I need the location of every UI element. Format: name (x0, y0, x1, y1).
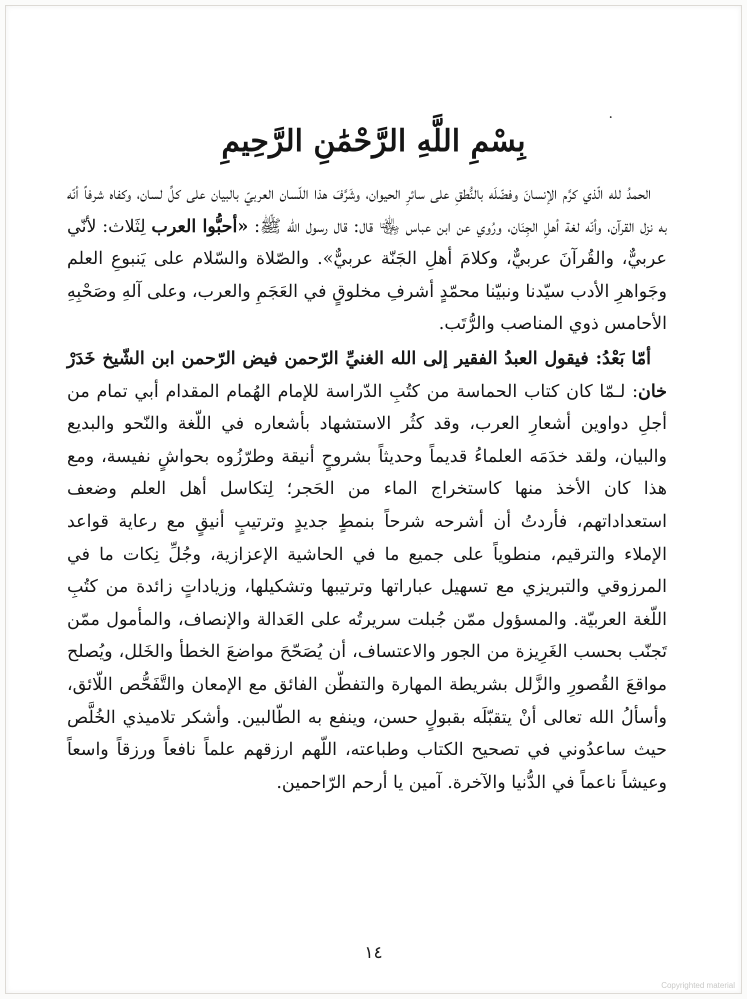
copyright-watermark: Copyrighted material (661, 981, 735, 990)
intro-paragraph-opening: الحمدُ لله الّذي كرَّم الإنسانَ وفضّلَه بالنُّطقِ على سائرِ الحيوان، وشَرَّفَ هذا اللّسان العربيّ بالبيان على كلِّ لسان، وكفاه شرفاً أنّه به نزل القرآن، وأنّه لغة أهلِ الجِنَان، ورُوي عن ابن عباس ﵄ قال: قال رسول الله ﷺ: (67, 184, 667, 237)
basmala-calligraphy: بِسْمِ اللَّهِ الرَّحْمَٰنِ الرَّحِيمِ (221, 124, 526, 159)
amma-baad-lead-bold: أمّا بَعْدُ: فيقول العبدُ الفقير إلى الله الغنيِّ الرّحمن فيض الرّحمن ابن الشّيخ خَدَرْ خان (67, 348, 667, 402)
stray-dot-mark: . (608, 106, 613, 122)
preface-body-text: : لـمّا كان كتاب الحماسة من كتُبِ الدّراسة للإمام الهُمام المقدام أبي تمام من أجلِ دواوين أشعارِ العرب، وقد كثُر الاستشهاد بأشعاره في اللّغة والنّحو والبديع والبيان، ولقد خدَمَه العلماءُ قديماً وحديثاً بشروحٍ أنيقة وطرّزُوه بحواشٍ نفيسة، ومع هذا كان الأخذ منها كاستخراج الماء من الحَجر؛ لِتكاسل أهل العلم وضعف استعداداتهم، فأردتُ أن أشرحه شرحاً بنمطٍ جديدٍ وترتيبٍ أنيقٍ مع رعاية قواعد الإملاء والترقيم، منطوياً على جميع ما في الحاشية الإعزازية، وجُلِّ نِكات ما في المرزوقي والتبريزي مع تسهيل عباراتها وترتيبها وتشكيلها، وزياداتٍ زائدة من كتُبِ اللّغة العربيّة. والمسؤول ممّن جُبلت سريرتُه على العَدالة والإنصاف، والمأمول ممّن تَجنّب بحسب الغَرِيزة من الجور والاعتساف، أن يُصَحّحَ مواضعَ الخطأ والخَلل، ويُصلح مواقعَ القُصورِ والزَّلل بشريطة المهارة والتفطّن الفائق مع الإمعان والتَّفَحُّص اللّائق، وأسألُ الله تعالى أنْ يتقبّلَه بقبولٍ حسن، وينفع به الطّالبين. وأشكر تلاميذي الخُلَّص حيث ساعدُوني في تصحيح الكتاب وطباعته، اللّهم ارزقهم علماً نافعاً ورزقاً واسعاً وعيشاً ناعماً في الدُّنيا والآخرة. آمين يا أرحم الرّاحمين. (67, 381, 667, 793)
page-number: ١٤ (364, 943, 383, 963)
scanned-page (5, 5, 742, 994)
intro-paragraph-closing: لِثَلاث: لأنّي عربيٌّ، والقُرآنَ عربيٌّ، وكلامَ أهلِ الجَنّة عربيٌّ». والصّلاة والسّلام على يَنبوعِ العلم وجَواهرِ الأدب سيّدنا ونبيّنا محمّدٍ أشرفِ مخلوقٍ في العَجَمِ والعرب، وعلى آلهِ وصَحْبِهِ الأحامس ذوي المناصب والرُّتَب. (67, 216, 667, 335)
intro-paragraph (67, 178, 667, 341)
hadith-quote-bold: «أحبُّوا العرب (151, 216, 249, 237)
page-body-text (67, 178, 667, 799)
author-preface-paragraph (67, 343, 667, 799)
